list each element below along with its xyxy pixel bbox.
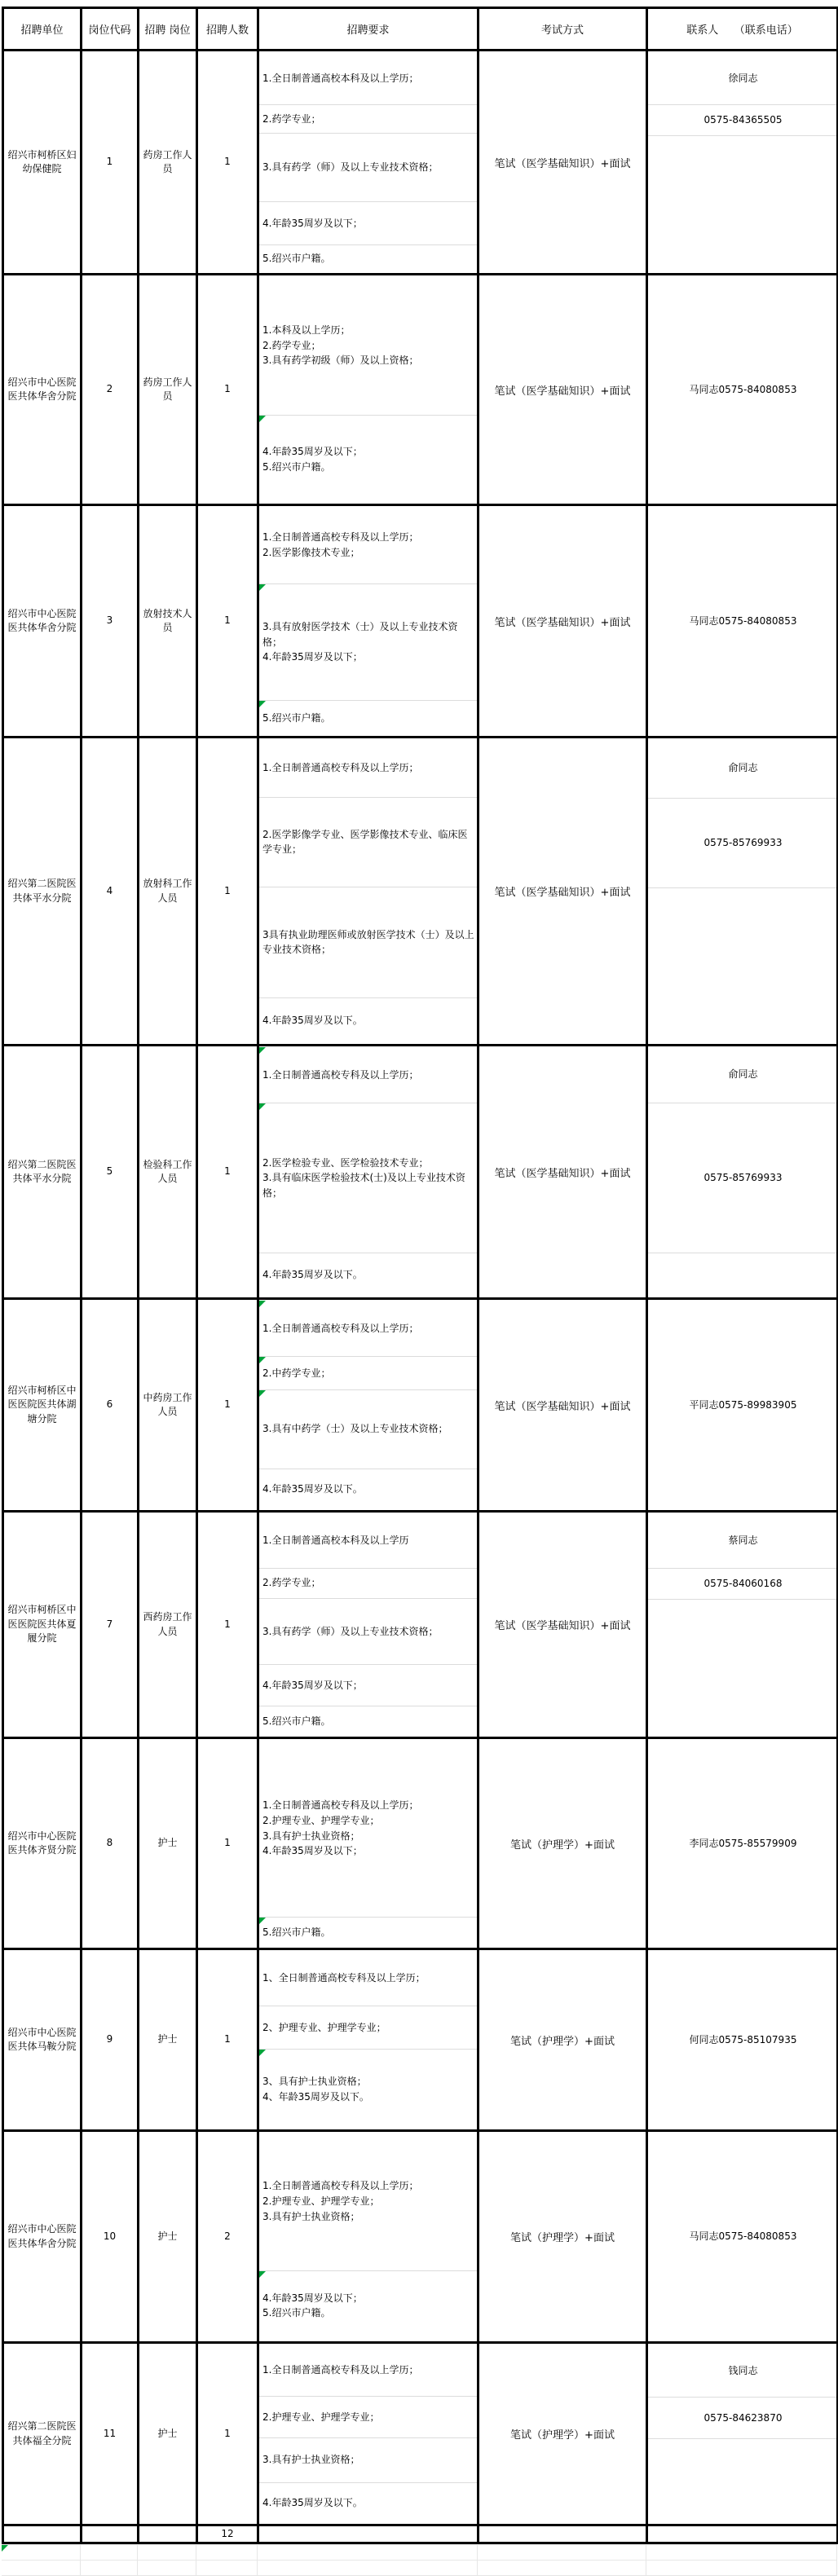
requirement-group bbox=[259, 2437, 477, 2482]
exam-method-cell[interactable]: 笔试（医学基础知识）+面试 bbox=[479, 51, 647, 275]
requirements-cell[interactable] bbox=[258, 1949, 479, 2131]
contact-line: 马同志0575-84080853 bbox=[689, 2230, 797, 2243]
contact-content bbox=[648, 1740, 836, 1947]
position-cell[interactable]: 西药房工作人员 bbox=[139, 1512, 197, 1738]
requirement-line: 4.年龄35周岁及以下。 bbox=[262, 1483, 363, 1495]
requirement-group bbox=[259, 133, 477, 201]
requirement-line: 4.年龄35周岁及以下； bbox=[262, 1845, 363, 1857]
requirement-line: 5.绍兴市户籍。 bbox=[262, 253, 331, 265]
contact-line: 何同志0575-85107935 bbox=[689, 2033, 797, 2045]
requirement-line: 3具有执业助理医师或放射医学技术（士）及以上专业技术资格； bbox=[262, 928, 474, 956]
contact-group bbox=[648, 1599, 836, 1736]
contact-line: 0575-84060168 bbox=[703, 1578, 783, 1590]
requirement-line: 2.中药学专业； bbox=[262, 1367, 331, 1379]
exam-method-cell[interactable]: 笔试（医学基础知识）+面试 bbox=[479, 1046, 647, 1299]
code-cell[interactable]: 1 bbox=[82, 51, 139, 275]
requirement-line: 4.年龄35周岁及以下。 bbox=[262, 1269, 363, 1281]
contact-line: 0575-84365505 bbox=[703, 113, 783, 125]
requirement-content bbox=[259, 1301, 477, 1509]
unit-cell[interactable]: 绍兴市中心医院医共体华舍分院 bbox=[3, 275, 82, 505]
contact-line: 蔡同志 bbox=[728, 1535, 758, 1547]
unit-cell[interactable]: 绍兴市柯桥区中医医院医共体夏履分院 bbox=[3, 1512, 82, 1738]
position-cell[interactable]: 检验科工作人员 bbox=[139, 1046, 197, 1299]
count-cell[interactable]: 1 bbox=[197, 51, 258, 275]
exam-method-cell[interactable]: 笔试（护理学）+面试 bbox=[479, 1949, 647, 2131]
requirements-cell[interactable] bbox=[258, 1299, 479, 1512]
exam-method-cell[interactable]: 笔试（医学基础知识）+面试 bbox=[479, 505, 647, 738]
requirement-group bbox=[259, 244, 477, 272]
requirement-content bbox=[259, 1951, 477, 2129]
header-cell-4: 招聘人数 bbox=[197, 8, 258, 51]
requirement-line: 4、年龄35周岁及以下。 bbox=[262, 2090, 369, 2103]
code-cell[interactable]: 8 bbox=[82, 1738, 139, 1949]
table-row bbox=[3, 2343, 838, 2525]
requirement-line: 3.具有药学（师）及以上专业技术资格； bbox=[262, 1625, 439, 1637]
requirement-line: 1.全日制普通高校专科及以上学历； bbox=[262, 1068, 419, 1081]
position-cell[interactable]: 放射技术人员 bbox=[139, 505, 197, 738]
recruitment-table bbox=[2, 7, 838, 2544]
requirement-line: 4.年龄35周岁及以下； bbox=[262, 2292, 363, 2304]
contact-line: 李同志0575-85579909 bbox=[689, 1837, 797, 1849]
position-cell[interactable]: 护士 bbox=[139, 2131, 197, 2343]
requirement-line: 3.具有护士执业资格； bbox=[262, 2210, 360, 2222]
requirement-line: 4.年龄35周岁及以下； bbox=[262, 1679, 363, 1691]
comment-flag-icon bbox=[2, 2545, 8, 2552]
exam-method-cell[interactable]: 笔试（医学基础知识）+面试 bbox=[479, 738, 647, 1046]
requirement-line: 3.具有药学初级（师）及以上资格； bbox=[262, 354, 419, 367]
unit-cell[interactable]: 绍兴市中心医院医共体齐贤分院 bbox=[3, 1738, 82, 1949]
position-cell[interactable]: 护士 bbox=[139, 2343, 197, 2525]
contact-cell[interactable] bbox=[647, 1299, 838, 1512]
contact-cell[interactable] bbox=[647, 275, 838, 505]
requirement-line: 2.药学专业； bbox=[262, 112, 321, 125]
empty-cell[interactable] bbox=[80, 2545, 137, 2561]
requirement-line: 3.具有护士执业资格； bbox=[262, 2454, 360, 2466]
header-cell-3: 招聘 岗位 bbox=[139, 8, 197, 51]
footer-empty-cell[interactable] bbox=[258, 2525, 479, 2543]
requirement-group bbox=[259, 52, 477, 104]
requirement-group bbox=[259, 1513, 477, 1568]
contact-content bbox=[648, 1513, 836, 1736]
requirement-line: 2.医学检验专业、医学检验技术专业； bbox=[262, 1156, 429, 1169]
comment-flag-icon bbox=[259, 2271, 266, 2278]
table-row bbox=[3, 2131, 838, 2343]
requirement-line: 2.护理专业、护理学专业； bbox=[262, 2195, 380, 2208]
requirement-group bbox=[259, 415, 477, 503]
contact-group bbox=[648, 135, 836, 272]
requirement-content bbox=[259, 276, 477, 503]
requirement-line: 2.护理专业、护理学专业； bbox=[262, 1815, 380, 1827]
requirements-cell[interactable] bbox=[258, 51, 479, 275]
requirement-group bbox=[259, 887, 477, 997]
count-cell[interactable]: 1 bbox=[197, 1949, 258, 2131]
comment-flag-icon bbox=[259, 1390, 266, 1397]
comment-flag-icon bbox=[259, 1918, 266, 1924]
requirement-group bbox=[259, 2006, 477, 2049]
requirement-group bbox=[259, 797, 477, 886]
table-body bbox=[3, 51, 838, 2543]
code-cell[interactable]: 4 bbox=[82, 738, 139, 1046]
empty-cell[interactable] bbox=[196, 2561, 257, 2576]
table-row bbox=[3, 1949, 838, 2131]
contact-group bbox=[648, 739, 836, 798]
contact-group bbox=[648, 104, 836, 134]
exam-method-cell[interactable]: 笔试（医学基础知识）+面试 bbox=[479, 1512, 647, 1738]
requirement-content bbox=[259, 1047, 477, 1297]
requirement-group bbox=[259, 1740, 477, 1917]
requirement-group bbox=[259, 1706, 477, 1736]
unit-cell[interactable]: 绍兴市中心医院医共体马鞍分院 bbox=[3, 1949, 82, 2131]
table-row bbox=[3, 51, 838, 275]
requirement-line: 2.护理专业、护理学专业； bbox=[262, 2411, 380, 2423]
code-cell[interactable]: 7 bbox=[82, 1512, 139, 1738]
requirement-group bbox=[259, 2133, 477, 2270]
requirement-group bbox=[259, 2270, 477, 2340]
contact-group bbox=[648, 2345, 836, 2397]
empty-cell[interactable] bbox=[196, 2545, 257, 2561]
unit-cell[interactable]: 绍兴第二医院医共体平水分院 bbox=[3, 738, 82, 1046]
contact-content bbox=[648, 1951, 836, 2129]
contact-content bbox=[648, 52, 836, 272]
footer-empty-cell[interactable] bbox=[647, 2525, 838, 2543]
empty-grid-rows bbox=[2, 2544, 837, 2576]
requirement-line: 4.年龄35周岁及以下。 bbox=[262, 2497, 363, 2509]
comment-flag-icon bbox=[259, 701, 266, 707]
contact-line: 平同志0575-89983905 bbox=[689, 1398, 797, 1411]
requirement-line: 1.本科及以上学历； bbox=[262, 324, 351, 337]
count-cell[interactable]: 1 bbox=[197, 1046, 258, 1299]
requirement-line: 5.绍兴市户籍。 bbox=[262, 1926, 331, 1938]
requirement-group bbox=[259, 1598, 477, 1664]
table-row bbox=[3, 505, 838, 738]
contact-cell[interactable] bbox=[647, 2343, 838, 2525]
requirement-line: 5.绍兴市户籍。 bbox=[262, 460, 331, 473]
requirements-cell[interactable] bbox=[258, 1046, 479, 1299]
contact-line: 俞同志 bbox=[728, 762, 758, 774]
position-cell[interactable]: 护士 bbox=[139, 1949, 197, 2131]
footer-total-row bbox=[3, 2525, 838, 2543]
header-row bbox=[3, 8, 838, 51]
requirement-group bbox=[259, 1047, 477, 1103]
contact-cell[interactable] bbox=[647, 2131, 838, 2343]
contact-cell[interactable] bbox=[647, 1738, 838, 1949]
requirement-line: 1.全日制普通高校本科及以上学历 bbox=[262, 1535, 409, 1547]
unit-cell[interactable]: 绍兴市中心医院医共体华舍分院 bbox=[3, 2131, 82, 2343]
requirement-group bbox=[259, 2482, 477, 2523]
footer-empty-cell[interactable] bbox=[3, 2525, 82, 2543]
requirement-line: 3.具有护士执业资格； bbox=[262, 1830, 360, 1842]
contact-content bbox=[648, 739, 836, 1043]
requirement-line: 5.绍兴市户籍。 bbox=[262, 2307, 331, 2319]
count-cell[interactable]: 1 bbox=[197, 1738, 258, 1949]
requirements-cell[interactable] bbox=[258, 2131, 479, 2343]
requirement-content bbox=[259, 1740, 477, 1947]
contact-group bbox=[648, 798, 836, 887]
contact-content bbox=[648, 1301, 836, 1509]
contact-group bbox=[648, 276, 836, 503]
requirement-content bbox=[259, 1513, 477, 1736]
contact-group bbox=[648, 507, 836, 735]
requirement-line: 1.全日制普通高校专科及以上学历； bbox=[262, 1799, 419, 1812]
comment-flag-icon bbox=[259, 2050, 266, 2056]
exam-method-cell[interactable]: 笔试（护理学）+面试 bbox=[479, 2343, 647, 2525]
header-cell-6: 考试方式 bbox=[479, 8, 647, 51]
empty-cell[interactable] bbox=[646, 2545, 836, 2561]
contact-line: 俞同志 bbox=[728, 1068, 758, 1081]
contact-content bbox=[648, 2345, 836, 2523]
contact-cell[interactable] bbox=[647, 1046, 838, 1299]
requirements-cell[interactable] bbox=[258, 275, 479, 505]
empty-cell[interactable] bbox=[477, 2545, 646, 2561]
contact-content bbox=[648, 2133, 836, 2340]
position-cell[interactable]: 护士 bbox=[139, 1738, 197, 1949]
unit-cell[interactable]: 绍兴第二医院医共体平水分院 bbox=[3, 1046, 82, 1299]
contact-cell[interactable] bbox=[647, 738, 838, 1046]
table-row bbox=[3, 1299, 838, 1512]
requirement-content bbox=[259, 2133, 477, 2340]
requirement-group bbox=[259, 1568, 477, 1598]
contact-cell[interactable] bbox=[647, 1512, 838, 1738]
contact-cell[interactable] bbox=[647, 505, 838, 738]
code-cell[interactable]: 11 bbox=[82, 2343, 139, 2525]
unit-cell[interactable]: 绍兴市柯桥区妇幼保健院 bbox=[3, 51, 82, 275]
exam-method-cell[interactable]: 笔试（医学基础知识）+面试 bbox=[479, 1299, 647, 1512]
requirement-group bbox=[259, 1389, 477, 1469]
contact-line: 徐同志 bbox=[728, 72, 758, 84]
comment-flag-icon bbox=[259, 1357, 266, 1363]
requirements-cell[interactable] bbox=[258, 1512, 479, 1738]
empty-row bbox=[2, 2545, 836, 2561]
requirement-group bbox=[259, 997, 477, 1043]
contact-group bbox=[648, 52, 836, 104]
count-cell[interactable]: 1 bbox=[197, 275, 258, 505]
requirement-line: 2.医学影像技术专业； bbox=[262, 547, 360, 558]
table-row bbox=[3, 738, 838, 1046]
empty-cell[interactable] bbox=[477, 2561, 646, 2576]
requirement-line: 3.具有中药学（士）及以上专业技术资格； bbox=[262, 1423, 448, 1435]
requirement-line: 2、护理专业、护理学专业； bbox=[262, 2021, 386, 2033]
requirement-line: 2.药学专业； bbox=[262, 1577, 321, 1589]
requirement-group bbox=[259, 700, 477, 735]
requirement-line: 1.全日制普通高校专科及以上学历； bbox=[262, 2364, 419, 2376]
requirement-group bbox=[259, 201, 477, 244]
requirement-group bbox=[259, 276, 477, 415]
requirement-group bbox=[259, 2345, 477, 2396]
contact-line: 0575-85769933 bbox=[703, 837, 783, 849]
exam-method-cell[interactable]: 笔试（护理学）+面试 bbox=[479, 1738, 647, 1949]
requirement-group bbox=[259, 739, 477, 797]
footer-empty-cell[interactable] bbox=[139, 2525, 197, 2543]
requirement-group bbox=[259, 1469, 477, 1509]
exam-method-cell[interactable]: 笔试（医学基础知识）+面试 bbox=[479, 275, 647, 505]
comment-flag-icon bbox=[259, 416, 266, 422]
contact-group bbox=[648, 1951, 836, 2129]
contact-line: 马同志0575-84080853 bbox=[689, 614, 797, 627]
contact-group bbox=[648, 1568, 836, 1598]
position-cell[interactable]: 药房工作人员 bbox=[139, 51, 197, 275]
empty-cell[interactable] bbox=[80, 2561, 137, 2576]
position-cell[interactable]: 中药房工作人员 bbox=[139, 1299, 197, 1512]
requirement-group bbox=[259, 2396, 477, 2437]
table-row bbox=[3, 1046, 838, 1299]
requirement-line: 4.年龄35周岁及以下； bbox=[262, 445, 363, 457]
requirements-cell[interactable] bbox=[258, 738, 479, 1046]
count-cell[interactable]: 1 bbox=[197, 2343, 258, 2525]
count-cell[interactable]: 1 bbox=[197, 1512, 258, 1738]
contact-group bbox=[648, 2133, 836, 2340]
footer-empty-cell[interactable] bbox=[82, 2525, 139, 2543]
total-count-cell[interactable]: 12 bbox=[197, 2525, 258, 2543]
comment-flag-icon bbox=[259, 1103, 266, 1110]
exam-method-cell[interactable]: 笔试（护理学）+面试 bbox=[479, 2131, 647, 2343]
header-cell-1: 招聘单位 bbox=[3, 8, 82, 51]
requirement-line: 4.年龄35周岁及以下； bbox=[262, 217, 363, 229]
unit-cell[interactable]: 绍兴市中心医院医共体华舍分院 bbox=[3, 505, 82, 738]
requirement-line: 1.全日制普通高校专科及以上学历； bbox=[262, 531, 419, 544]
requirement-line: 3、具有护士执业资格； bbox=[262, 2075, 367, 2087]
table-header-row bbox=[3, 8, 838, 51]
empty-cell[interactable] bbox=[257, 2545, 477, 2561]
requirement-line: 1、全日制普通高校专科及以上学历； bbox=[262, 1972, 426, 1984]
requirement-group bbox=[259, 583, 477, 700]
requirement-group bbox=[259, 104, 477, 132]
contact-group bbox=[648, 1047, 836, 1103]
code-cell[interactable]: 6 bbox=[82, 1299, 139, 1512]
requirement-group bbox=[259, 1951, 477, 2006]
requirements-cell[interactable] bbox=[258, 1738, 479, 1949]
header-cell-5: 招聘要求 bbox=[258, 8, 479, 51]
code-cell[interactable]: 5 bbox=[82, 1046, 139, 1299]
contact-cell[interactable] bbox=[647, 51, 838, 275]
unit-cell[interactable]: 绍兴第二医院医共体福全分院 bbox=[3, 2343, 82, 2525]
contact-content bbox=[648, 276, 836, 503]
requirement-group bbox=[259, 1917, 477, 1947]
contact-line: 0575-84623870 bbox=[703, 2411, 783, 2424]
table-row bbox=[3, 1512, 838, 1738]
requirement-group bbox=[259, 1664, 477, 1706]
empty-row bbox=[2, 2561, 836, 2576]
requirement-group bbox=[259, 507, 477, 583]
requirement-line: 4.年龄35周岁及以下； bbox=[262, 651, 363, 663]
code-cell[interactable]: 9 bbox=[82, 1949, 139, 2131]
requirement-line: 1.全日制普通高校专科及以上学历； bbox=[262, 762, 419, 774]
requirement-group bbox=[259, 2049, 477, 2129]
requirement-line: 3.具有药学（师）及以上专业技术资格； bbox=[262, 161, 439, 173]
unit-cell[interactable]: 绍兴市柯桥区中医医院医共体湖塘分院 bbox=[3, 1299, 82, 1512]
contact-line: 钱同志 bbox=[728, 2364, 758, 2376]
requirement-group bbox=[259, 1103, 477, 1253]
position-cell[interactable]: 放射科工作人员 bbox=[139, 738, 197, 1046]
contact-group bbox=[648, 1103, 836, 1253]
contact-group bbox=[648, 1253, 836, 1297]
code-cell[interactable]: 2 bbox=[82, 275, 139, 505]
position-cell[interactable]: 药房工作人员 bbox=[139, 275, 197, 505]
header-cell-7: 联系人 （联系电话） bbox=[647, 8, 838, 51]
requirement-group bbox=[259, 1253, 477, 1297]
requirement-line: 1.全日制普通高校专科及以上学历； bbox=[262, 1322, 419, 1334]
comment-flag-icon bbox=[259, 1047, 266, 1054]
table-row bbox=[3, 1738, 838, 1949]
empty-cell[interactable] bbox=[137, 2545, 196, 2561]
requirement-line: 3.具有放射医学技术（士）及以上专业技术资格； bbox=[262, 621, 458, 648]
empty-cell[interactable] bbox=[137, 2561, 196, 2576]
footer-empty-cell[interactable] bbox=[479, 2525, 647, 2543]
requirement-line: 5.绍兴市户籍。 bbox=[262, 711, 331, 724]
contact-group bbox=[648, 887, 836, 1043]
contact-group bbox=[648, 1740, 836, 1947]
count-cell[interactable]: 2 bbox=[197, 2131, 258, 2343]
contact-content bbox=[648, 507, 836, 735]
empty-cell[interactable] bbox=[2, 2561, 80, 2576]
comment-flag-icon bbox=[259, 584, 266, 591]
requirement-line: 1.全日制普通高校本科及以上学历； bbox=[262, 72, 419, 84]
contact-cell[interactable] bbox=[647, 1949, 838, 2131]
requirement-content bbox=[259, 739, 477, 1043]
count-cell[interactable]: 1 bbox=[197, 505, 258, 738]
requirement-content bbox=[259, 2345, 477, 2523]
requirement-line: 2.药学专业； bbox=[262, 339, 321, 351]
count-cell[interactable]: 1 bbox=[197, 738, 258, 1046]
requirement-line: 4.年龄35周岁及以下。 bbox=[262, 1015, 363, 1027]
requirement-group bbox=[259, 1356, 477, 1389]
requirement-line: 3.具有临床医学检验技术(士)及以上专业技术资格； bbox=[262, 1172, 465, 1199]
code-cell[interactable]: 10 bbox=[82, 2131, 139, 2343]
contact-group bbox=[648, 2438, 836, 2523]
contact-group bbox=[648, 2397, 836, 2438]
contact-line: 马同志0575-84080853 bbox=[689, 383, 797, 395]
empty-cell[interactable] bbox=[257, 2561, 477, 2576]
contact-group bbox=[648, 1513, 836, 1568]
comment-flag-icon bbox=[259, 1301, 266, 1307]
requirement-content bbox=[259, 52, 477, 272]
empty-cell[interactable] bbox=[646, 2561, 836, 2576]
empty-cell[interactable] bbox=[2, 2545, 80, 2561]
requirement-content bbox=[259, 507, 477, 735]
requirement-line: 2.医学影像学专业、医学影像技术专业、临床医学专业； bbox=[262, 828, 468, 856]
requirement-group bbox=[259, 1301, 477, 1356]
header-cell-2: 岗位代码 bbox=[82, 8, 139, 51]
requirements-cell[interactable] bbox=[258, 2343, 479, 2525]
table-row bbox=[3, 275, 838, 505]
count-cell[interactable]: 1 bbox=[197, 1299, 258, 1512]
contact-group bbox=[648, 1301, 836, 1509]
requirements-cell[interactable] bbox=[258, 505, 479, 738]
code-cell[interactable]: 3 bbox=[82, 505, 139, 738]
requirement-line: 1.全日制普通高校专科及以上学历； bbox=[262, 2180, 419, 2192]
contact-content bbox=[648, 1047, 836, 1297]
requirement-line: 5.绍兴市户籍。 bbox=[262, 1715, 331, 1727]
contact-line: 0575-85769933 bbox=[703, 1172, 783, 1184]
